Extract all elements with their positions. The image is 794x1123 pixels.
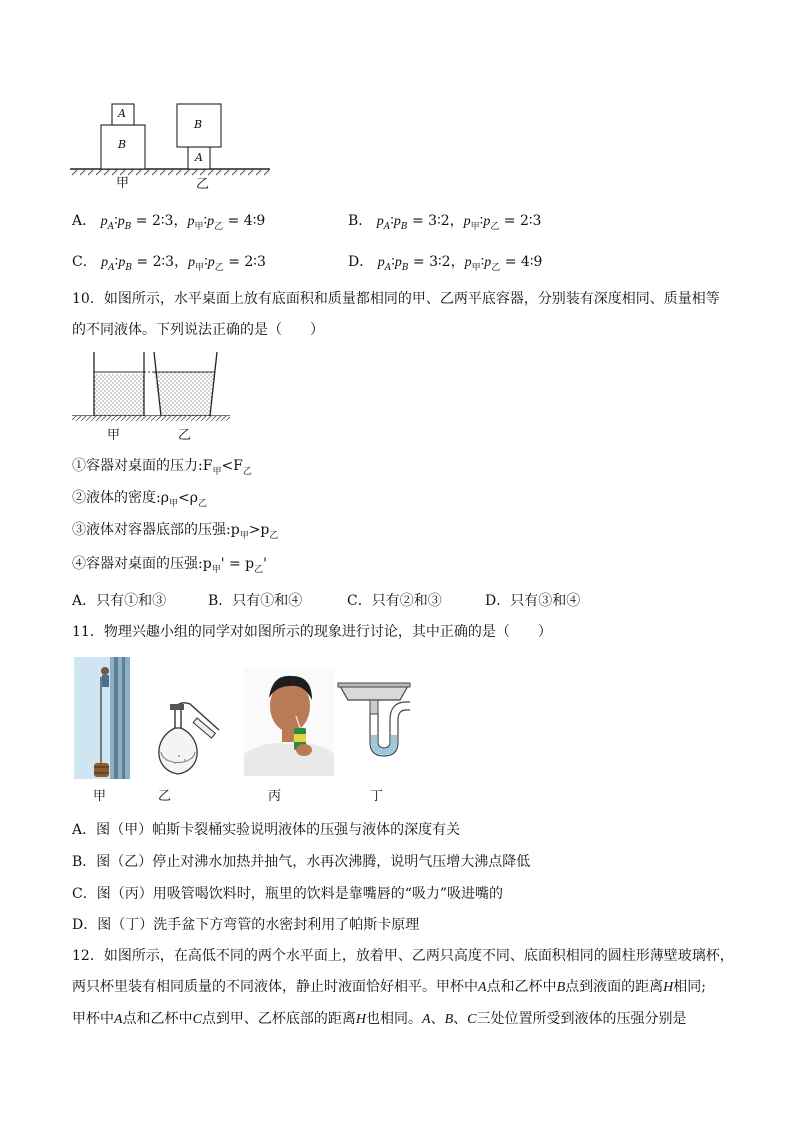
jia-b-label: B <box>118 138 127 151</box>
q9-option-b: B． $p_A∶p_B$ = 3∶2，$p_甲∶p_乙$ = 2∶3 <box>348 213 542 232</box>
boy-drinking-image <box>244 668 334 776</box>
fig11-caption-yi: 乙 <box>158 789 172 804</box>
q10-statement-3: ③液体对容器底部的压强$:p_甲>p_乙$ <box>72 522 279 541</box>
q10-statement-4: ④容器对桌面的压强$:p_甲' = p_乙'$ <box>72 556 268 575</box>
fig11-caption-ding: 丁 <box>370 789 384 804</box>
liquid-jia-dots <box>94 374 144 416</box>
q9-option-a: A． $p_A∶p_B$ = 2∶3，$p_甲∶p_乙$ = 4∶9 <box>72 213 266 232</box>
q11-option-b: B．图（乙）停止对沸水加热并抽气，水再次沸腾，说明气压增大沸点降低 <box>72 854 531 870</box>
q11-option-d: D．图（丁）洗手盆下方弯管的水密封利用了帕斯卡原理 <box>72 917 420 933</box>
fig9-caption-jia: 甲 <box>116 176 130 191</box>
pascal-barrel-image <box>74 657 130 779</box>
q11-stem: 11．物理兴趣小组的同学对如图所示的现象进行讨论，其中正确的是（ ） <box>72 624 552 640</box>
q9-option-d: D． $p_A∶p_B$ = 3∶2，$p_甲∶p_乙$ = 4∶9 <box>348 254 543 273</box>
q11-option-a: A．图（甲）帕斯卡裂桶实验说明液体的压强与液体的深度有关 <box>72 822 461 838</box>
fig9-caption-yi: 乙 <box>196 177 210 192</box>
q10-stem-line2: 的不同液体。下列说法正确的是（ ） <box>72 322 324 338</box>
jia-a-label: A <box>118 107 126 120</box>
q10-statement-1: ①容器对桌面的压力$:F_甲<F_乙$ <box>72 458 252 477</box>
q10-statement-2: ②液体的密度$:\rho_甲<\rho_乙$ <box>72 490 207 509</box>
q12-stem-line3: 甲杯中A点和乙杯中C点到甲、乙杯底部的距离H也相同。A、B、C三处位置所受到液体的压强分别是 <box>72 1011 687 1027</box>
yi-b-label: B <box>194 118 203 131</box>
ground-hatch <box>72 169 270 175</box>
liquid-yi <box>154 372 215 416</box>
block-figure <box>70 100 280 195</box>
washbasin-trap-image <box>338 680 413 778</box>
q10-option-a: A．只有①和③ <box>72 593 167 609</box>
fig11-caption-jia: 甲 <box>93 789 107 804</box>
q12-stem-line1: 12．如图所示，在高低不同的两个水平面上，放着甲、乙两只高度不同、底面积相同的圆柱形薄壁玻璃杯， <box>72 948 734 964</box>
container-figure <box>72 350 232 422</box>
fig11-caption-bing: 丙 <box>268 789 282 804</box>
flask-syringe-image <box>145 690 225 780</box>
q10-stem-line1: 10．如图所示，水平桌面上放有底面积和质量都相同的甲、乙两平底容器，分别装有深度相同、质量相等 <box>72 291 720 307</box>
fig10-caption-jia: 甲 <box>107 428 121 443</box>
q10-option-c: C．只有②和③ <box>347 593 442 609</box>
fig10-caption-yi: 乙 <box>178 428 192 443</box>
q10-option-d: D．只有③和④ <box>485 593 581 609</box>
q12-stem-line2: 两只杯里装有相同质量的不同液体，静止时液面恰好相平。甲杯中A点和乙杯中B点到液面的距离H相同; <box>72 979 706 995</box>
q11-option-c: C．图（丙）用吸管喝饮料时，瓶里的饮料是靠嘴唇的“吸力”吸进嘴的 <box>72 886 504 902</box>
yi-a-label: A <box>195 151 203 164</box>
q10-option-b: B．只有①和④ <box>208 593 303 609</box>
q9-option-c: C． $p_A∶p_B$ = 2∶3，$p_甲∶p_乙$ = 2∶3 <box>72 254 266 273</box>
